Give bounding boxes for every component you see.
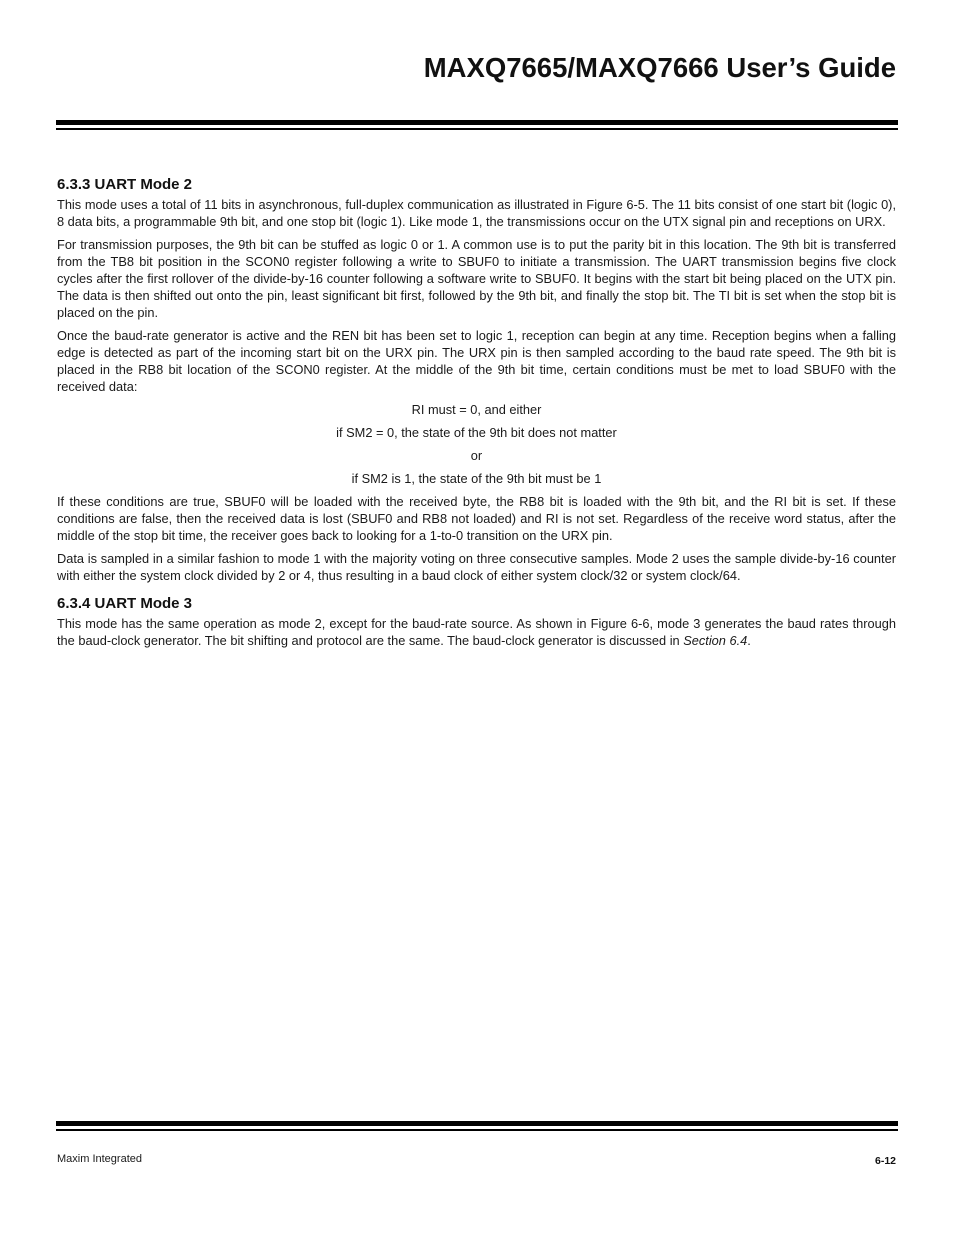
footer-rule-thin — [56, 1129, 898, 1131]
header-rule-thick — [56, 120, 898, 125]
paragraph: If these conditions are true, SBUF0 will be loaded with the received byte, the RB8 bit is loaded with the 9th bit, and the RI bit is set. If these conditions are false, then the received data is lost (SBUF0 and RB8 not loaded) and RI is not set. Regardless of the receive word status, after the middle of the stop bit time, the receiver goes back to looking for a 1-to-0 transition on the URX pin. — [57, 494, 896, 543]
page-number: 6-12 — [874, 1155, 896, 1167]
section-heading-uart-mode-3: 6.3.4 UART Mode 3 — [57, 595, 193, 612]
paragraph: This mode uses a total of 11 bits in asynchronous, full-duplex communication as illustrated in Figure 6-5. The 11 bits consist of one start bit (logic 0), 8 data bits, a programmable 9th bit, and one stop bit (logic 1). Like mode 1, the transmissions occur on the UTX signal pin and receptions on URX. — [57, 197, 896, 229]
section-reference: Section 6.4 — [683, 633, 748, 648]
paragraph — [57, 615, 896, 649]
paragraph-text-end: . — [747, 633, 751, 648]
condition-line: if SM2 = 0, the state of the 9th bit does not matter — [336, 425, 617, 440]
receive-conditions — [57, 401, 896, 487]
footer-company: Maxim Integrated — [57, 1153, 142, 1165]
main-content — [57, 175, 896, 655]
paragraph: For transmission purposes, the 9th bit can be stuffed as logic 0 or 1. A common use is to put the parity bit in this location. The 9th bit is transferred from the TB8 bit position in the SCON0 register following a write to SBUF0 to initiate a transmission. The UART transmission begins five clock cycles after the first rollover of the divide-by-16 counter following a software write to SBUF0. It begins with the start bit being placed on the UTX pin. The data is then shifted out onto the pin, least significant bit first, followed by the 9th bit, and finally the stop bit. The TI bit is set when the stop bit is placed on the pin. — [57, 237, 896, 320]
footer-rule-thick — [56, 1121, 898, 1126]
paragraph: Data is sampled in a similar fashion to mode 1 with the majority voting on three consecutive samples. Mode 2 uses the sample divide-by-16 counter with either the system clock divided by 2 or 4, thus resulting in a baud clock of either system clock/32 or system clock/64. — [57, 551, 896, 583]
condition-line: RI must = 0, and either — [411, 402, 542, 417]
condition-line: if SM2 is 1, the state of the 9th bit must be 1 — [351, 471, 602, 486]
paragraph-text: This mode has the same operation as mode 2, except for the baud-rate source. As shown in Figure 6-6, mode 3 generates the baud rates through the baud-clock generator. The bit shifting and protocol are the same. The baud-clock generator is discussed in — [57, 616, 896, 648]
paragraph: Once the baud-rate generator is active and the REN bit has been set to logic 1, reception can begin at any time. Reception begins when a falling edge is detected as part of the incoming start bit on the URX pin. The URX pin is then sampled according to the baud rate speed. The 9th bit is placed in the RB8 bit location of the SCON0 register. At the middle of the 9th bit time, certain conditions must be met to load SBUF0 with the received data: — [57, 328, 896, 394]
section-heading-uart-mode-2: 6.3.3 UART Mode 2 — [57, 176, 193, 193]
document-title: MAXQ7665/MAXQ7666 User’s Guide — [423, 52, 896, 83]
condition-line: or — [470, 448, 483, 463]
header-rule-thin — [56, 128, 898, 130]
